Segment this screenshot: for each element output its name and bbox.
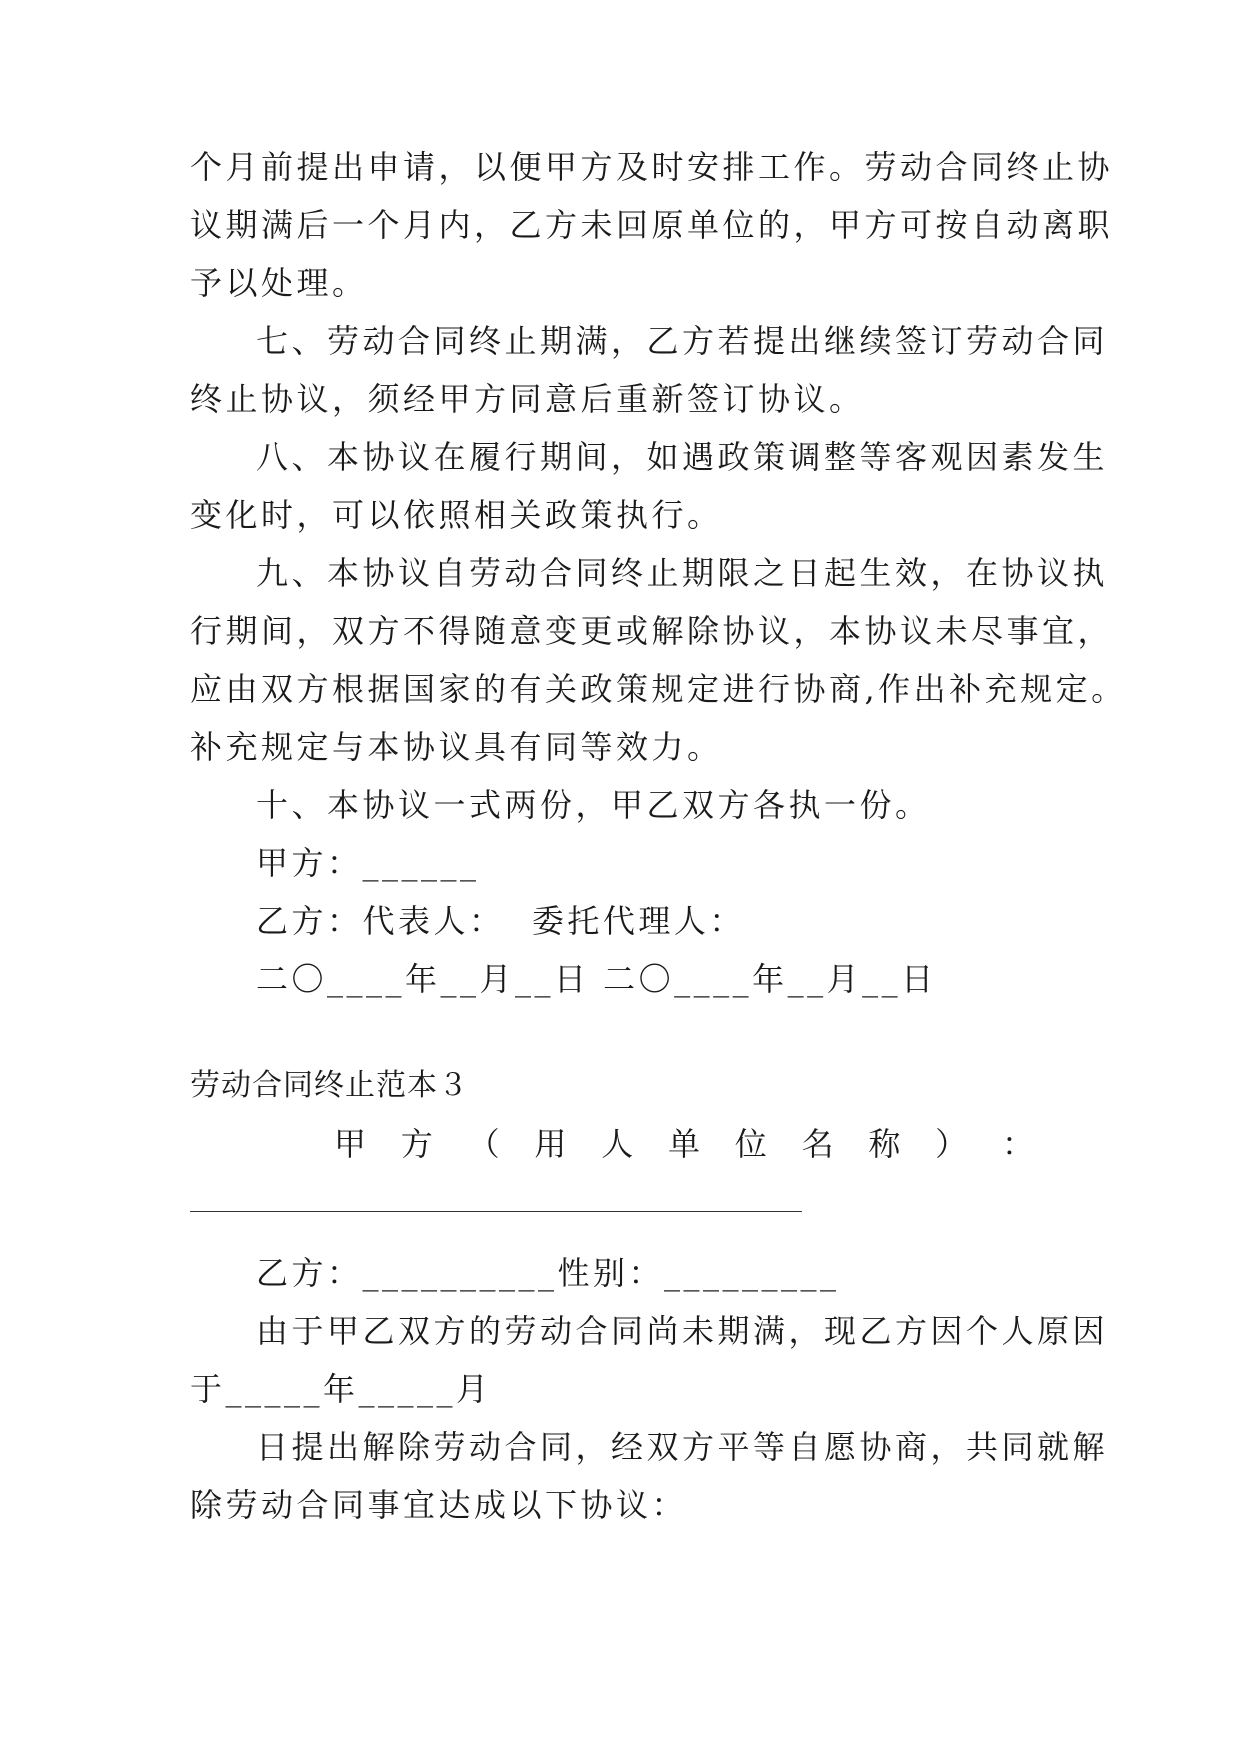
party-a-char: 甲: [334, 1125, 367, 1163]
fill-in-underline: [190, 1211, 802, 1212]
clause-eight-line: 八、本协议在履行期间，如遇政策调整等客观因素发生: [256, 438, 1109, 476]
clause-seven-line: 七、劳动合同终止期满，乙方若提出继续签订劳动合同: [256, 322, 1109, 360]
paragraph-line: 议期满后一个月内，乙方未回原单位的，甲方可按自动离职: [190, 206, 1114, 244]
paragraph-line: 补充规定与本协议具有同等效力。: [190, 728, 723, 766]
clause-nine-line: 九、本协议自劳动合同终止期限之日起生效，在协议执: [256, 554, 1109, 592]
party-a-char: ）: [935, 1125, 968, 1163]
clause-ten-line: 十、本协议一式两份，甲乙双方各执一份。: [256, 786, 931, 824]
party-a-employer-label: [334, 1124, 1034, 1164]
party-b-gender-line: 乙方：__________性别：_________: [256, 1254, 840, 1292]
party-a-char: 位: [734, 1125, 767, 1163]
party-b-signature: 乙方：代表人： 委托代理人：: [256, 902, 745, 940]
signature-dates: 二〇____年__月__日 二〇____年__月__日: [256, 960, 937, 998]
party-a-char: ：: [1001, 1125, 1034, 1163]
paragraph-line: 日提出解除劳动合同，经双方平等自愿协商，共同就解: [256, 1428, 1109, 1466]
party-a-char: 人: [601, 1125, 634, 1163]
party-a-char: 名: [801, 1125, 834, 1163]
paragraph-line: 由于甲乙双方的劳动合同尚未期满，现乙方因个人原因: [256, 1312, 1109, 1350]
party-a-char: 单: [667, 1125, 700, 1163]
party-a-char: 用: [534, 1125, 567, 1163]
section-title: 劳动合同终止范本３: [190, 1068, 469, 1103]
paragraph-line: 于_____年_____月: [190, 1370, 492, 1408]
party-a-char: （: [467, 1125, 500, 1163]
paragraph-line: 个月前提出申请，以便甲方及时安排工作。劳动合同终止协: [190, 148, 1114, 186]
paragraph-line: 除劳动合同事宜达成以下协议：: [190, 1486, 688, 1524]
paragraph-line: 予以处理。: [190, 264, 368, 302]
paragraph-line: 终止协议，须经甲方同意后重新签订协议。: [190, 380, 865, 418]
paragraph-line: 变化时，可以依照相关政策执行。: [190, 496, 723, 534]
party-a-char: 称: [868, 1125, 901, 1163]
paragraph-line: 行期间，双方不得随意变更或解除协议，本协议未尽事宜，: [190, 612, 1114, 650]
party-a-char: 方: [400, 1125, 433, 1163]
paragraph-line: 应由双方根据国家的有关政策规定进行协商,作出补充规定。: [190, 670, 1127, 708]
party-a-signature: 甲方：______: [256, 844, 480, 882]
